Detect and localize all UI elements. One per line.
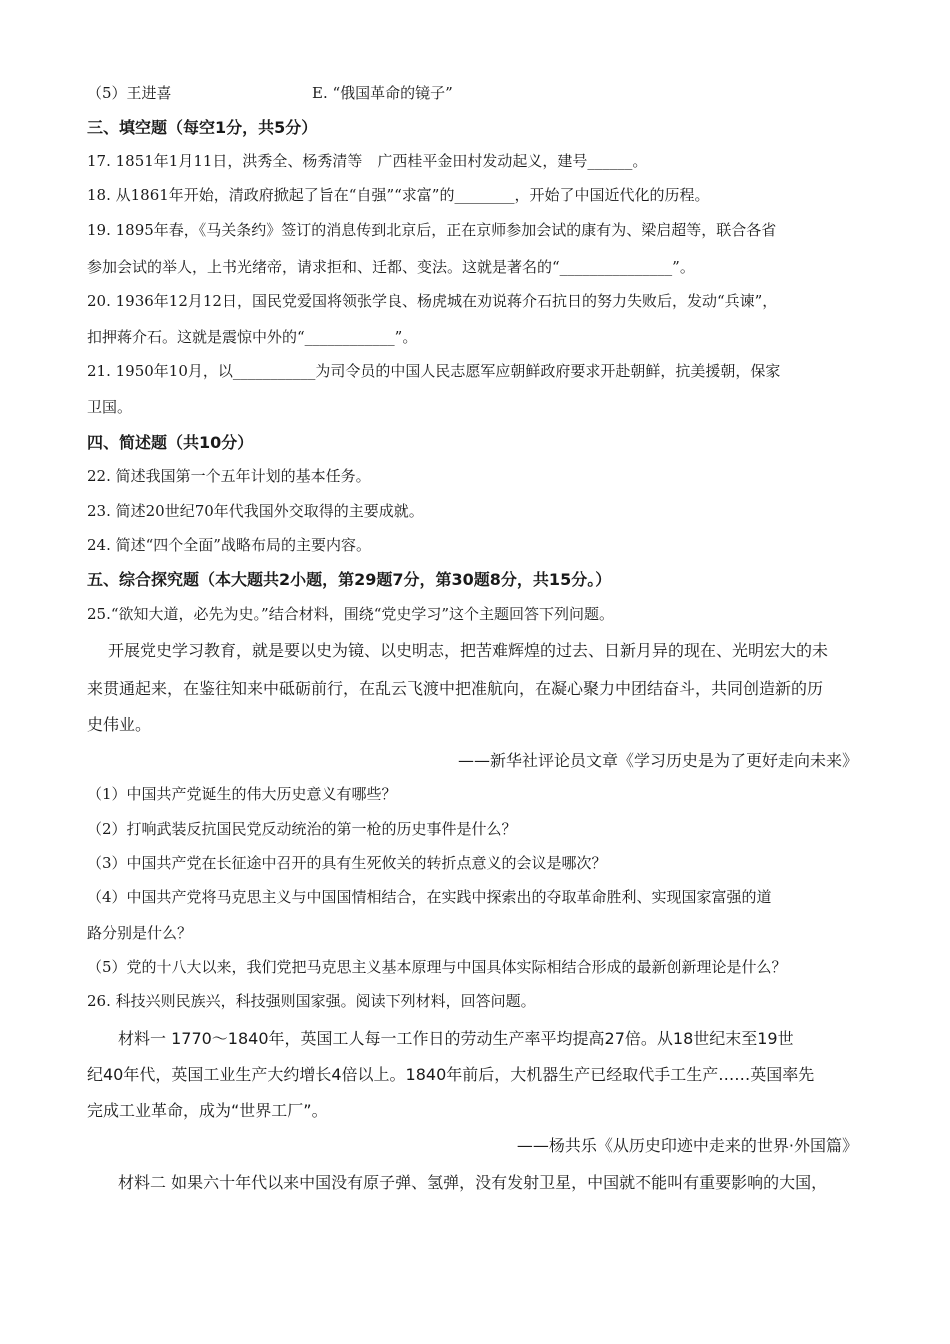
question-22: 22. 简述我国第一个五年计划的基本任务。 — [87, 467, 371, 485]
sub-question-2: （2）打响武装反抗国民党反动统治的第一枪的历史事件是什么？ — [87, 820, 517, 838]
question-25: 25.“欲知大道，必先为史。”结合材料，围绕“党史学习”这个主题回答下列问题。 — [87, 605, 615, 623]
section-3-heading: 三、填空题（每空1分，共5分） — [87, 118, 318, 137]
question-19-line-1: 19. 1895年春，《马关条约》签订的消息传到北京后，正在京师参加会试的康有为、梁启超等，联合各省 — [87, 221, 777, 239]
material-1-source: ——杨共乐《从历史印迹中走来的世界·外国篇》 — [516, 1136, 858, 1155]
sub-question-4-line-2: 路分别是什么？ — [87, 924, 193, 942]
sub-question-1: （1）中国共产党诞生的伟大历史意义有哪些？ — [87, 785, 397, 803]
material-2-line-1: 材料二 如果六十年代以来中国没有原子弹、氢弹，没有发射卫星，中国就不能叫有重要影响的大国， — [118, 1173, 828, 1192]
section-4-heading: 四、简述题（共10分） — [87, 433, 254, 452]
material-1-line-2: 纪40年代，英国工业生产大约增长4倍以上。1840年前后，大机器生产已经取代手工生产……英国率先 — [87, 1065, 815, 1084]
question-21-line-1: 21. 1950年10月，以___________为司令员的中国人民志愿军应朝鲜政府要求开赴朝鲜，抗美援朝，保家 — [87, 362, 781, 380]
question-21-line-2: 卫国。 — [87, 398, 133, 416]
material-25-line-1: 开展党史学习教育，就是要以史为镜、以史明志，把苦难辉煌的过去、日新月异的现在、光明宏大的未 — [108, 641, 829, 660]
question-20-line-2: 扣押蒋介石。这就是震惊中外的“____________”。 — [87, 328, 418, 346]
sub-question-3: （3）中国共产党在长征途中召开的具有生死攸关的转折点意义的会议是哪次？ — [87, 854, 607, 872]
section-5-heading: 五、综合探究题（本大题共2小题，第29题7分，第30题8分，共15分。） — [87, 570, 612, 589]
match-item-e-description: E. “俄国革命的镜子” — [312, 84, 453, 102]
sub-question-4-line-1: （4）中国共产党将马克思主义与中国国情相结合，在实践中探索出的夺取革命胜利、实现国家富强的道 — [87, 888, 772, 906]
question-19-line-2: 参加会试的举人，上书光绪帝，请求拒和、迁都、变法。这就是著名的“_______________”。 — [87, 258, 695, 276]
question-17: 17. 1851年1月11日，洪秀全、杨秀清等 广西桂平金田村发动起义，建号______。 — [87, 152, 648, 170]
match-item-5-person: （5）王进喜 — [87, 84, 172, 102]
material-1-line-1: 材料一 1770～1840年，英国工人每一工作日的劳动生产率平均提高27倍。从18世纪末至19世 — [118, 1029, 794, 1048]
material-25-source: ——新华社评论员文章《学习历史是为了更好走向未来》 — [457, 751, 858, 770]
question-24: 24. 简述“四个全面”战略布局的主要内容。 — [87, 536, 371, 554]
sub-question-5: （5）党的十八大以来，我们党把马克思主义基本原理与中国具体实际相结合形成的最新创新理论是什么？ — [87, 958, 787, 976]
question-18: 18. 从1861年开始，清政府掀起了旨在“自强”“求富”的________，开始了中国近代化的历程。 — [87, 186, 710, 204]
question-26: 26. 科技兴则民族兴，科技强则国家强。阅读下列材料，回答问题。 — [87, 992, 536, 1010]
question-20-line-1: 20. 1936年12月12日，国民党爱国将领张学良、杨虎城在劝说蒋介石抗日的努力失败后，发动“兵谏”， — [87, 292, 778, 310]
material-25-line-2: 来贯通起来，在鉴往知来中砥砺前行，在乱云飞渡中把准航向，在凝心聚力中团结奋斗，共同创造新的历 — [87, 679, 824, 698]
material-1-line-3: 完成工业革命，成为“世界工厂”。 — [87, 1101, 328, 1120]
material-25-line-3: 史伟业。 — [87, 715, 152, 734]
question-23: 23. 简述20世纪70年代我国外交取得的主要成就。 — [87, 502, 424, 520]
